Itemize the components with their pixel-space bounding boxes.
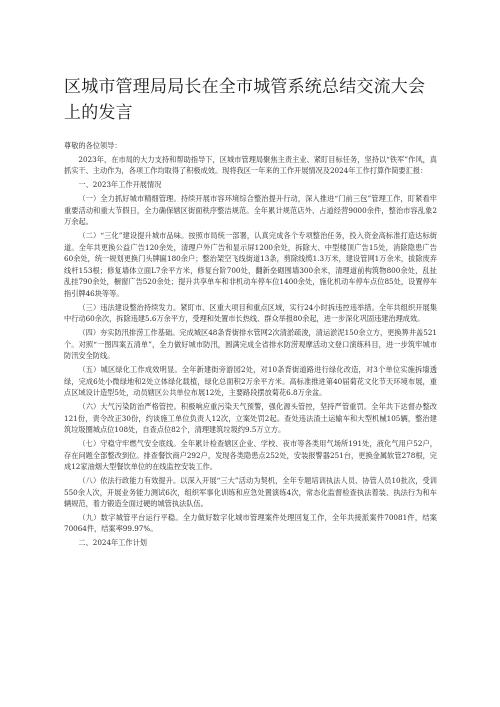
document-body bbox=[64, 140, 437, 549]
work-item-7: （七）守稳守牢燃气安全底线。全年累计检查辖区企业、学校、夜市等各类用气场所191处，液化气用户52户，存在问题全部整改到位。排查餐饮商户292户，发现各类隐患点252处，安装报警器251台，更换金属软管278根，完成12家油烟大型餐饮单位的在线监控安装工作。 bbox=[64, 438, 437, 472]
greeting: 尊敬的各位领导： bbox=[64, 141, 122, 150]
section-heading-1: 一、2023年工作开展情况 bbox=[78, 180, 162, 190]
document-title: 区城市管理局局长在全市城管系统总结交流大会上的发言 bbox=[64, 77, 426, 123]
work-item-3: （三）违法建设整治持续发力。紧盯市、区重大项目和重点区域，实行24小时拆违控违举措。全年共组织开展集中行动60余次，拆除违建5.6万余平方，受理和处置市长热线、群众举报80余起，进一步深化巩固违建治理成效。 bbox=[64, 302, 437, 324]
section-heading-2: 二、2024年工作计划 bbox=[78, 538, 147, 548]
intro-paragraph: 2023年，在市局的大力支持和帮助指导下，区城市管理局聚焦主责主业、紧盯目标任务，坚持以“铁军”作风，真抓实干、主动作为，各项工作均取得了积极成效。现将我区一年来的工作开展情况及2024年工作打算作简要汇报： bbox=[64, 154, 437, 176]
work-item-1: （一）全力抓好城市精细管理。持续开展市容环境综合整治提升行动，深入推进“门前三包”管理工作，盯紧看牢重要活动和重大节假日，全力确保辖区街面秩序整洁规范。全年累计规范店外、占道经营9000余件，整治市容乱象2万余起。 bbox=[64, 193, 437, 227]
work-item-4: （四）夯实防汛排涝工作基础。完成城区48条背街排水管网2次清淤疏浚，清运淤泥150余立方，更换箅井盖521个。对照“一图四案五清单”，全力做好城市防汛，圆满完成全省排水防涝观摩活动文登口演练科目，进一步筑牢城市防汛安全防线。 bbox=[64, 328, 437, 361]
work-item-2: （二）“三化”建设提升城市品味。按照市局统一部署，认真完成各个专项整治任务，投入资金高标准打造达标街道。全年共更换公益广告120余处，清理户外广告和显示屏1200余处，拆除大、中型楼顶广告15处，消除隐患广告60余处，统一规划更换门头牌匾180余户；整治架空飞线街道13条，剪除线缆1.3万米，建设管网1万余米，拔除废弃线杆153根；修复墙体立面L7余平方米，修复台阶700处，翻新垒砌围墙300余米，清理道前构筑物800余处，乱扯乱挂790余处，橱窗广告520余处；提升共享单车和非机动车停车位1400余处，施化机动车停车点位85处，设置停车指引牌46块等等。 bbox=[64, 230, 437, 298]
work-item-6: （六）大气污染防治严格管控。积极响应重污染天气预警，强化源头管控，坚持严管重罚。全年共下达督办整改121份，责令改正30份，约谈施工单位负责人12次，立案处罚2起。查处违法渣土运输车和大型机械105辆，整治建筑垃圾圈城点位108处，自查点位82个，清理建筑垃圾约9.5万立方。 bbox=[64, 401, 437, 435]
work-item-8: （八）依法行政能力有效提升。以深入开展“三大”活动为契机，全年专题培训执法人员、协管人员10批次，受训550余人次，开展业务能力测试6次，组织军事化训练和应急处置演练4次，常态化监督检查执法着装、执法行为和车辆规范，着力锻造全面过硬的城管执法队伍。 bbox=[64, 475, 437, 509]
work-item-5: （五）城区绿化工作成效明显。全年新建街旁游园2处，对10条背街道路进行绿化改造，对3个单位实施拆墙透绿，完成6处小微绿地和2处立体绿化载植，绿化总面积2万余平方米。高标准推进第40届菊花文化节天环境布展，重点区域设计造型5处，动员辖区公共单位布展12处，主要路段摆放菊花6.8万余盆。 bbox=[64, 365, 437, 398]
work-item-9: （九）数字城管平台运行平稳。全力做好数字化城市管理案件处理回复工作，全年共接派案件70081件，结案70064件，结案率99.97%。 bbox=[64, 512, 437, 534]
